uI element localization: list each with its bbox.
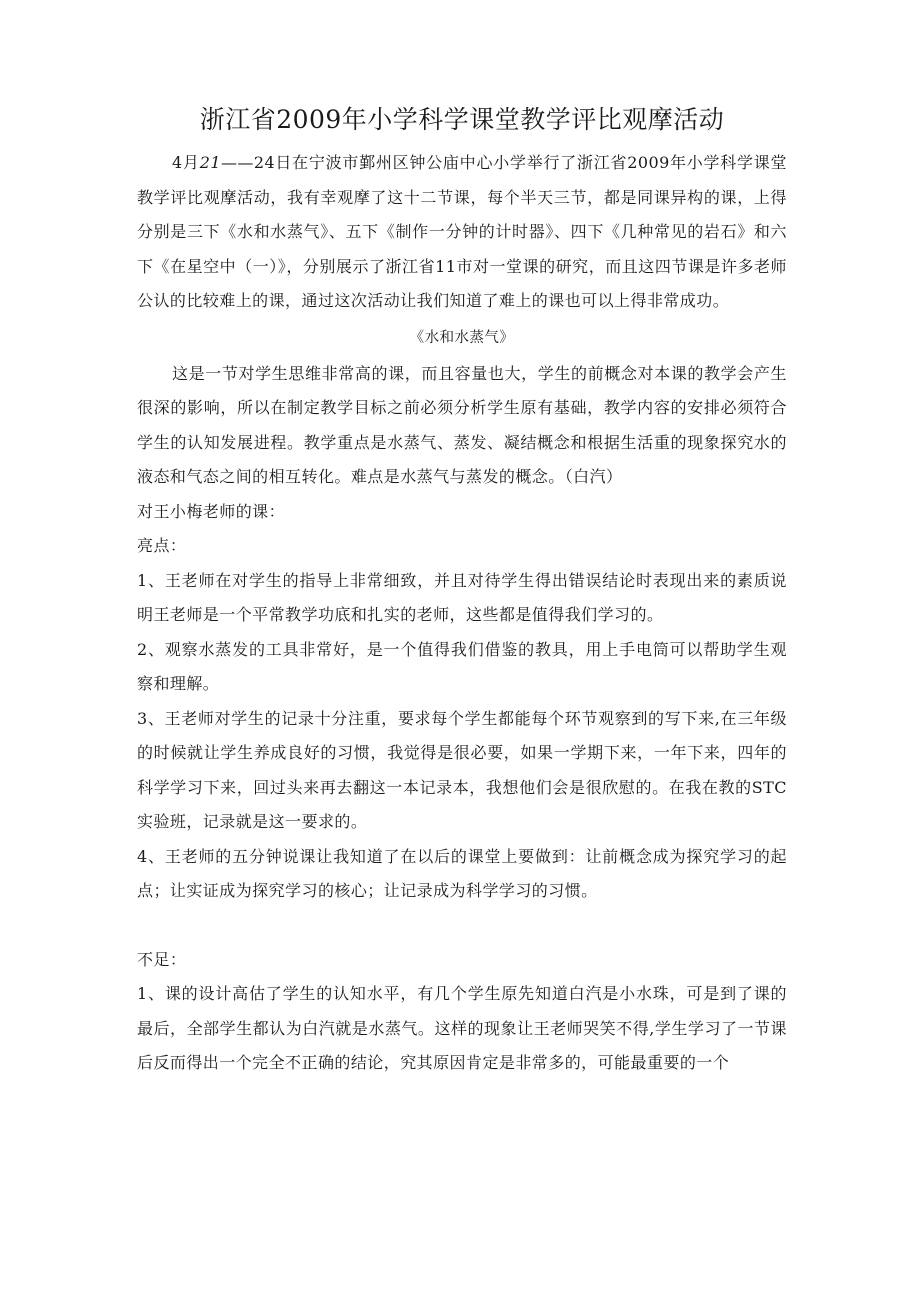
section-title: 《水和水蒸气》 xyxy=(409,329,515,346)
document-body xyxy=(137,100,787,1081)
paragraph-gap xyxy=(137,909,787,943)
highlight-item-1: 1、王老师在对学生的指导上非常细致，并且对待学生得出错误结论时表现出来的素质说明王老师是一个平常教学功底和扎实的老师，这些都是值得我们学习的。 xyxy=(137,570,787,624)
highlight-item-2: 2、观察水蒸发的工具非常好，是一个值得我们借鉴的教具，用上手电筒可以帮助学生观察和理解。 xyxy=(137,639,787,693)
intro-paragraph xyxy=(137,146,787,319)
document-title: 浙江省2009年小学科学课堂教学评比观摩活动 xyxy=(199,105,725,134)
highlight-item-4: 4、王老师的五分钟说课让我知道了在以后的课堂上要做到：让前概念成为探究学习的起点；让实证成为探究学习的核心；让记录成为科学学习的习惯。 xyxy=(137,846,787,900)
highlight-item-3: 3、王老师对学生的记录十分注重，要求每个学生都能每个环节观察到的写下来,在三年级的时候就让学生养成良好的习惯，我觉得是很必要，如果一学期下来，一年下来，四年的科学学习下来，回过头来再去翻这一本记录本，我想他们会是很欣慰的。在我在教的STC实验班，记录就是这一要求的。 xyxy=(137,708,787,831)
shortcoming-item-1: 1、课的设计高估了学生的认知水平，有几个学生原先知道白汽是小水珠，可是到了课的最后，全部学生都认为白汽就是水蒸气。这样的现象让王老师哭笑不得,学生学习了一节课后反而得出一个完全不正确的结论，究其原因肯定是非常多的，可能最重要的一个 xyxy=(137,984,787,1072)
section-intro-paragraph: 这是一节对学生思维非常高的课，而且容量也大，学生的前概念对本课的教学会产生很深的影响，所以在制定教学目标之前必须分析学生原有基础，教学内容的安排必须符合学生的认知发展进程。教学重点是水蒸气、蒸发、凝结概念和根据生活重的现象探究水的液态和气态之间的相互转化。难点是水蒸气与蒸发的概念。（白汽） xyxy=(137,363,787,486)
intro-rest: ——24日在宁波市鄞州区钟公庙中心小学举行了浙江省2009年小学科学课堂教学评比观摩活动，我有幸观摩了这十二节课，每个半天三节，都是同课异构的课，上得分别是三下《水和水蒸气》、五下《制作一分钟的计时器》、四下《几种常见的岩石》和六下《在星空中（一）》，分别展示了浙江省11市对一堂课的研究，而且这四节课是许多老师公认的比较难上的课，通过这次活动让我们知道了难上的课也可以上得非常成功。 xyxy=(137,153,787,310)
shortcomings-label: 不足： xyxy=(137,949,187,969)
teacher-line: 对王小梅老师的课： xyxy=(137,501,286,521)
highlights-label: 亮点： xyxy=(137,536,187,555)
intro-lead: 4月 xyxy=(172,153,200,172)
intro-date: 21 xyxy=(199,153,221,172)
